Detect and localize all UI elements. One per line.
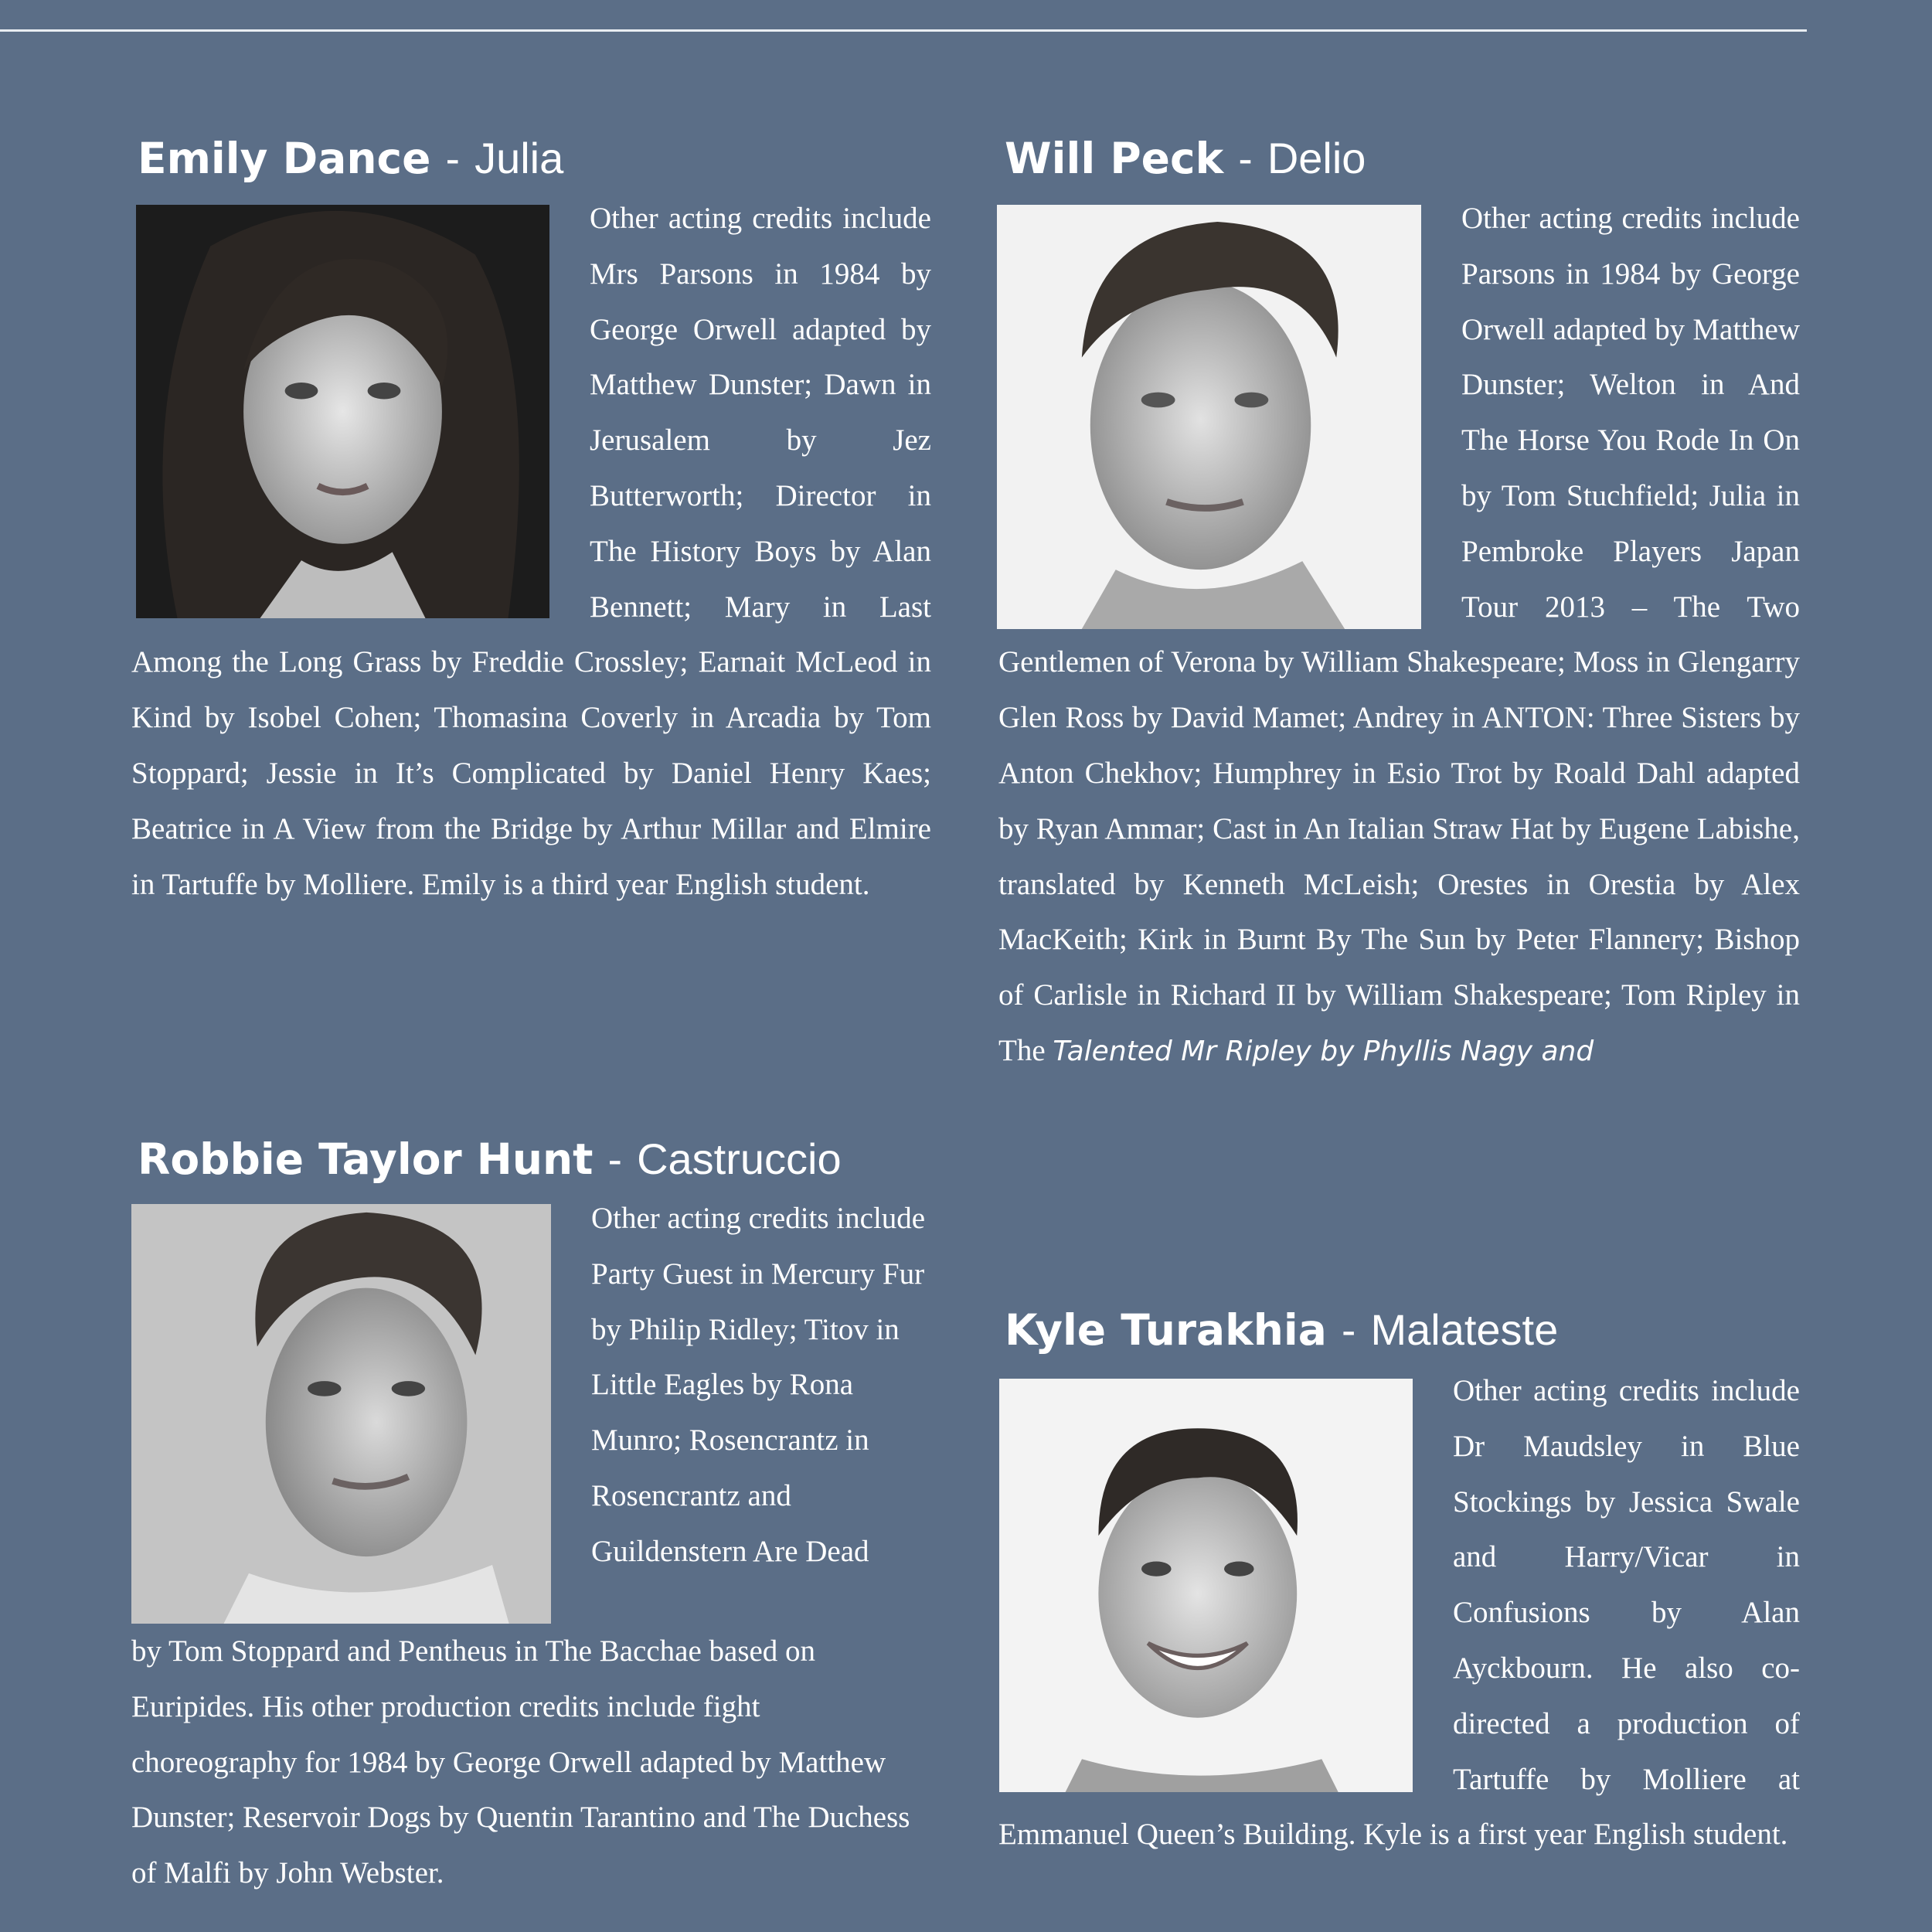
headshot-kyle-photo <box>999 1379 1413 1792</box>
headshot-will-photo <box>997 205 1421 629</box>
cast-heading-will <box>1005 131 1366 185</box>
bio-text: Other acting credits include Dr Maudsley in Blue Stockings by Jessica Swale and Harry/Vicar in Confusions by Alan Ayckbourn. He also co-directed a production of Tartuffe by Molliere at Emmanuel Queen’s Building. Kyle is a first year English student. <box>998 1374 1800 1852</box>
bio-text: Other acting credits include Mrs Parsons in 1984 by George Orwell adapted by Matthew Dunster; Dawn in Jerusalem by Jez Butterworth; Director in The History Boys by Alan Bennett; Mary in Last Among the Long Grass by Freddie Crossley; Earnait McLeod in Kind by Isobel Cohen; Thomasina Coverly in Arcadia by Tom Stoppard; Jessie in It’s Complicated by Daniel Henry Kaes; Beatrice in A View from the Bridge by Arthur Millar and Elmire in Tartuffe by Molliere. Emily is a third year English student. <box>131 202 931 901</box>
bio-emily <box>131 191 931 912</box>
character-role: Julia <box>474 134 564 182</box>
character-role: Castruccio <box>637 1134 842 1183</box>
heading-separator: - <box>1238 134 1253 182</box>
heading-separator: - <box>445 134 460 182</box>
bio-text: by Tom Stoppard and Pentheus in The Bacchae based on Euripides. His other production credits include fight choreography for 1984 by George Orwell adapted by Matthew Dunster; Reservoir Dogs by Quentin Tarantino and The Duchess of Malfi by John Webster. <box>131 1634 910 1890</box>
actor-name: Will Peck <box>1005 134 1224 183</box>
actor-name: Emily Dance <box>138 134 431 183</box>
bio-kyle <box>998 1363 1800 1862</box>
bio-text-italic-title: Talented Mr Ripley by Phyllis Nagy and <box>1053 1035 1594 1067</box>
top-rule <box>0 29 1807 32</box>
cast-heading-emily <box>138 131 563 185</box>
bio-text-main: Other acting credits include Parsons in 1984 by George Orwell adapted by Matthew Dunster; Welton in And The Horse You Rode In On by Tom Stuchfield; Julia in Pembroke Players Japan Tour 2013 – The Two Gentlemen of Verona by William Shakespeare; Moss in Glengarry Glen Ross by David Mamet; Andrey in ANTON: Three Sisters by Anton Chekhov; Humphrey in Esio Trot by Roald Dahl adapted by Ryan Ammar; Cast in An Italian Straw Hat by Eugene Labishe, translated by Kenneth McLeish; Orestes in Orestia by Alex MacKeith; Kirk in Burnt By The Sun by Peter Flannery; Bishop of Carlisle in Richard II by William Shakespeare; Tom Ripley in The <box>998 202 1800 1067</box>
headshot-emily-photo <box>136 205 549 618</box>
bio-will <box>998 191 1800 1080</box>
character-role: Malateste <box>1370 1305 1559 1354</box>
bio-robbie <box>131 1191 931 1901</box>
character-role: Delio <box>1267 134 1366 182</box>
actor-name: Robbie Taylor Hunt <box>138 1134 594 1184</box>
heading-separator: - <box>1341 1306 1356 1354</box>
cast-heading-robbie <box>138 1132 842 1186</box>
bio-text-wrap: Other acting credits include Party Guest in Mercury Fur by Philip Ridley; Titov in Little Eagles by Rona Munro; Rosencrantz in Rosencrantz and Guildenstern Are Dead <box>591 1202 926 1568</box>
headshot-robbie-photo <box>131 1204 551 1624</box>
actor-name: Kyle Turakhia <box>1005 1305 1327 1355</box>
cast-heading-kyle <box>1005 1303 1558 1357</box>
heading-separator: - <box>607 1135 622 1183</box>
